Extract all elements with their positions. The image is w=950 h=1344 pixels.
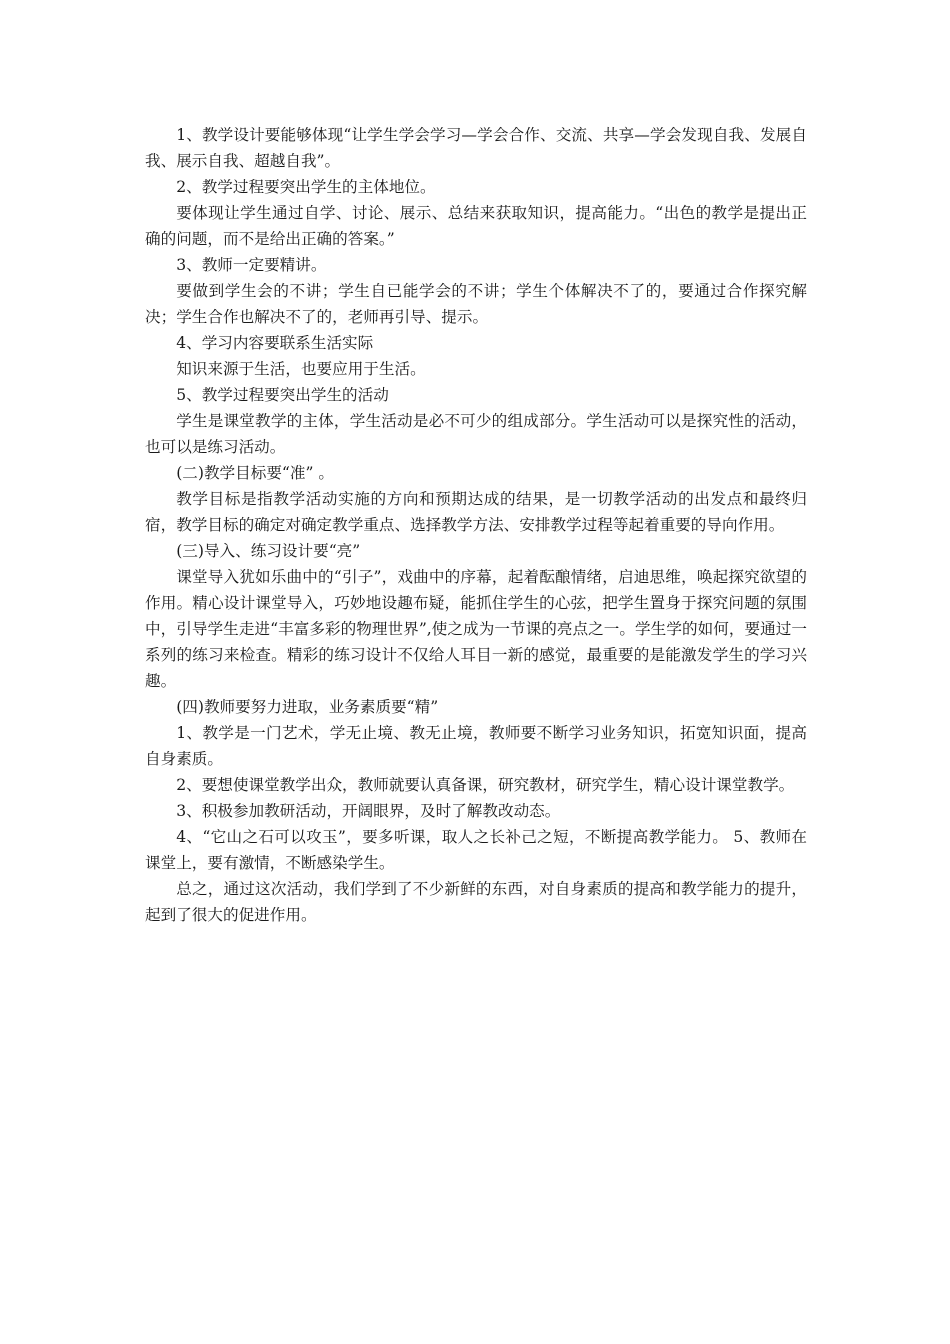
heading-objective-accurate: (二)教学目标要“准” 。 [176,464,335,482]
paragraph-listen-lessons: 4、“它山之石可以攻玉”，要多听课，取人之长补己之短，不断提高教学能力。 5、教师在课堂上，要有激情，不断感染学生。 [145,828,807,872]
paragraph-design-requirement: 1、教学设计要能够体现“让学生学会学习—学会合作、交流、共享—学会发现自我、发展自我、展示自我、超越自我”。 [145,126,807,170]
document-body [145,122,807,928]
heading-teacher-quality: (四)教师要努力进取，业务素质要“精” [176,698,439,716]
paragraph-self-study: 要体现让学生通过自学、讨论、展示、总结来获取知识，提高能力。“出色的教学是提出正确的问题，而不是给出正确的答案。” [145,204,807,248]
paragraph-teacher-concise: 3、教师一定要精讲。 [176,256,327,274]
paragraph-student-subject: 学生是课堂教学的主体，学生活动是必不可少的组成部分。学生活动可以是探究性的活动，也可以是练习活动。 [145,412,807,456]
paragraph-student-activity: 5、教学过程要突出学生的活动 [176,386,389,404]
paragraph-life-connection: 4、学习内容要联系生活实际 [176,334,374,352]
paragraph-summary: 总之，通过这次活动，我们学到了不少新鲜的东西，对自身素质的提高和教学能力的提升，起到了很大的促进作用。 [145,880,807,924]
paragraph-do-not-teach: 要做到学生会的不讲；学生自已能学会的不讲；学生个体解决不了的，要通过合作探究解决；学生合作也解决不了的，老师再引导、提示。 [145,282,807,326]
paragraph-classroom-introduction: 课堂导入犹如乐曲中的“引子”，戏曲中的序幕，起着酝酿情绪，启迪思维，唤起探究欲望的作用。精心设计课堂导入，巧妙地设趣布疑，能抓住学生的心弦，把学生置身于探究问题的氛围中，引导学生走进“丰富多彩的物理世界”,使之成为一节课的亮点之一。学生学的如何，要通过一系列的练习来检查。精彩的练习设计不仅给人耳目一新的感觉，最重要的是能激发学生的学习兴趣。 [145,568,807,690]
heading-introduction-bright: (三)导入、练习设计要“亮” [176,542,361,560]
paragraph-subject-status: 2、教学过程要突出学生的主体地位。 [176,178,436,196]
paragraph-prepare-lessons: 2、要想使课堂教学出众，教师就要认真备课，研究教材，研究学生，精心设计课堂教学。 [176,776,795,794]
paragraph-knowledge-life: 知识来源于生活，也要应用于生活。 [176,360,426,378]
paragraph-research-activities: 3、积极参加教研活动，开阔眼界，及时了解教改动态。 [176,802,561,820]
paragraph-objective-definition: 教学目标是指教学活动实施的方向和预期达成的结果，是一切教学活动的出发点和最终归宿，教学目标的确定对确定教学重点、选择教学方法、安排教学过程等起着重要的导向作用。 [145,490,807,534]
paragraph-teaching-art: 1、教学是一门艺术，学无止境、教无止境，教师要不断学习业务知识，拓宽知识面，提高自身素质。 [145,724,807,768]
